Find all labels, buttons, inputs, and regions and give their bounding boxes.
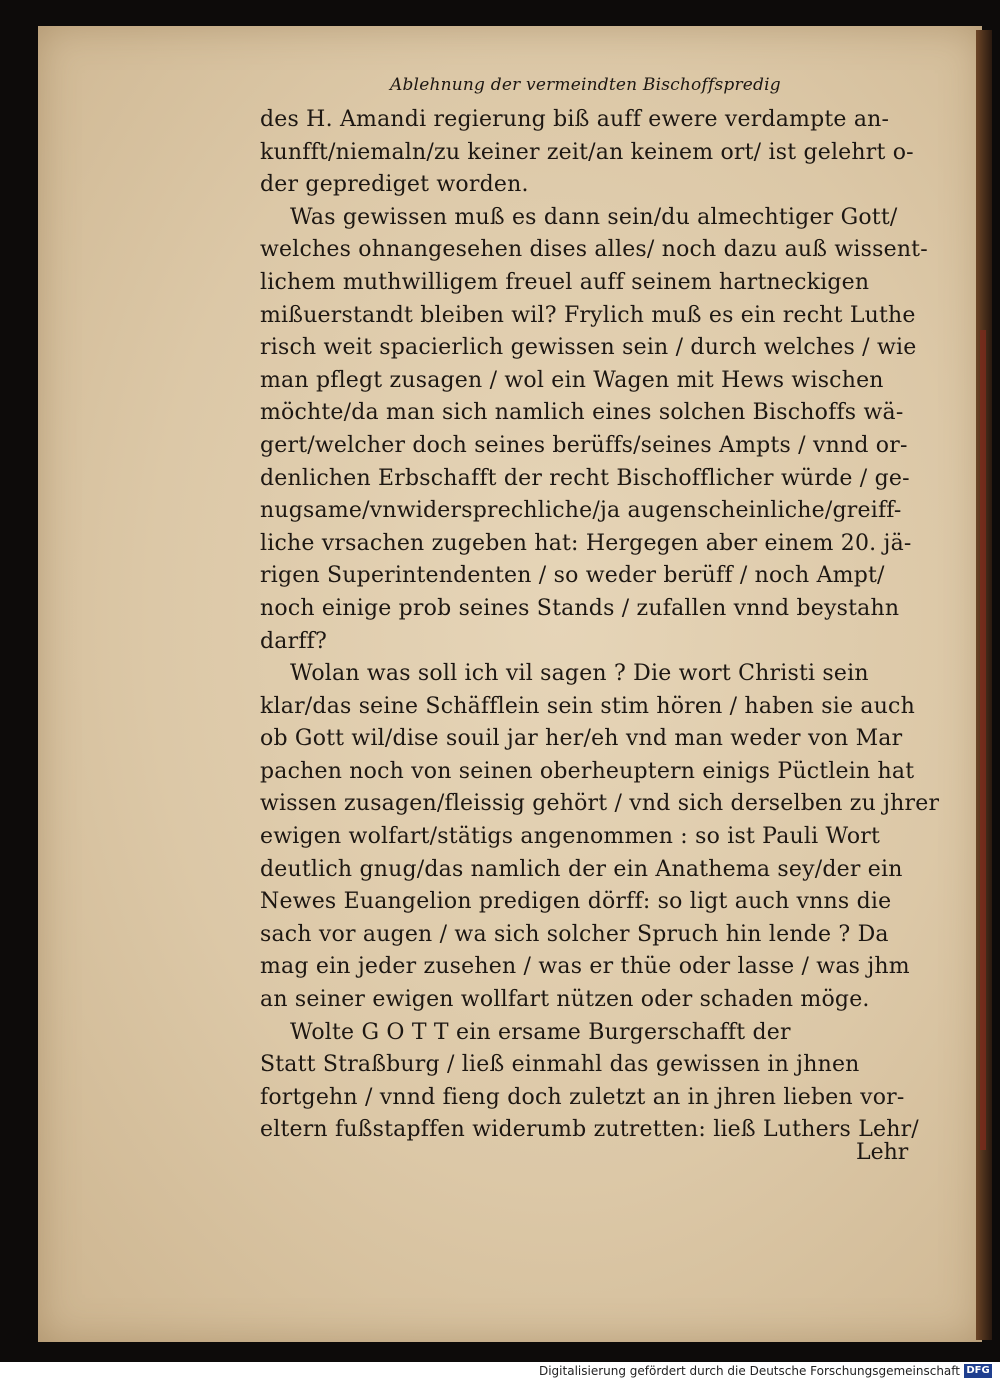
text-line: pachen noch von seinen oberheuptern einigs Püctlein hat xyxy=(260,758,915,784)
text-line: man pflegt zusagen / wol ein Wagen mit Hews wischen xyxy=(260,367,884,393)
footer-bar xyxy=(0,1362,1000,1381)
text-line: sach vor augen / wa sich solcher Spruch hin lende ? Da xyxy=(260,921,889,947)
catchword: Lehr xyxy=(856,1140,909,1165)
text-line: risch weit spacierlich gewissen sein / durch welches / wie xyxy=(260,335,917,361)
text-line: noch einige prob seines Stands / zufallen vnnd beystahn xyxy=(260,595,900,621)
text-line: lichem muthwilligem freuel auff seinem hartneckigen xyxy=(260,269,870,295)
running-head: Ablehnung der vermeindten Bischoffspredig xyxy=(390,75,781,95)
text-line: möchte/da man sich namlich eines solchen Bischoffs wä- xyxy=(260,400,904,426)
text-line: kunfft/niemaln/zu keiner zeit/an keinem ort/ ist gelehrt o- xyxy=(260,139,914,165)
dfg-logo-icon: DFG xyxy=(964,1364,992,1378)
text-line: Newes Euangelion predigen dörff: so ligt auch vnns die xyxy=(260,889,892,915)
text-line: ob Gott wil/dise souil jar her/eh vnd man weder von Mar xyxy=(260,726,903,752)
text-line: gert/welcher doch seines berüffs/seines Ampts / vnnd or- xyxy=(260,432,908,458)
text-line: ewigen wolfart/stätigs angenommen : so ist Pauli Wort xyxy=(260,824,881,850)
text-line: nugsame/vnwidersprechliche/ja augenscheinliche/greiff- xyxy=(260,498,902,524)
text-line: liche vrsachen zugeben hat: Hergegen aber einem 20. jä- xyxy=(260,530,912,556)
text-line: welches ohnangesehen dises alles/ noch dazu auß wissent- xyxy=(260,237,928,263)
text-line: Was gewissen muß es dann sein/du almechtiger Gott/ xyxy=(290,204,898,230)
text-line: wissen zusagen/fleissig gehört / vnd sich derselben zu jhrer xyxy=(260,791,940,817)
text-line: mag ein jeder zusehen / was er thüe oder lasse / was jhm xyxy=(260,954,910,980)
footer-credit: Digitalisierung gefördert durch die Deutsche Forschungsgemeinschaft xyxy=(538,1364,960,1378)
text-line: eltern fußstapffen widerumb zutretten: ließ Luthers Lehr/ xyxy=(260,1117,919,1143)
text-line: denlichen Erbschafft der recht Bischofflicher würde / ge- xyxy=(260,465,910,491)
page-edge-binding xyxy=(980,330,986,1150)
text-line: fortgehn / vnnd fieng doch zuletzt an in jhren lieben vor- xyxy=(260,1084,905,1110)
text-line: darff? xyxy=(260,628,327,654)
text-line: des H. Amandi regierung biß auff ewere verdampte an- xyxy=(260,107,890,132)
text-line: mißuerstandt bleiben wil? Frylich muß es ein recht Luthe xyxy=(260,302,916,328)
text-line: Wolan was soll ich vil sagen ? Die wort Christi sein xyxy=(290,661,869,687)
text-line: Wolte G O T T ein ersame Burgerschafft der xyxy=(290,1019,791,1045)
text-line: klar/das seine Schäfflein sein stim hören / haben sie auch xyxy=(260,693,915,719)
text-line: an seiner ewigen wollfart nützen oder schaden möge. xyxy=(260,987,870,1013)
text-line: rigen Superintendenten / so weder berüff / noch Ampt/ xyxy=(260,563,885,589)
text-line: der geprediget worden. xyxy=(260,172,529,198)
text-block xyxy=(260,72,940,1147)
body-text xyxy=(260,104,940,1147)
text-line: deutlich gnug/das namlich der ein Anathema sey/der ein xyxy=(260,856,903,882)
text-line: Statt Straßburg / ließ einmahl das gewissen in jhnen xyxy=(260,1052,860,1078)
